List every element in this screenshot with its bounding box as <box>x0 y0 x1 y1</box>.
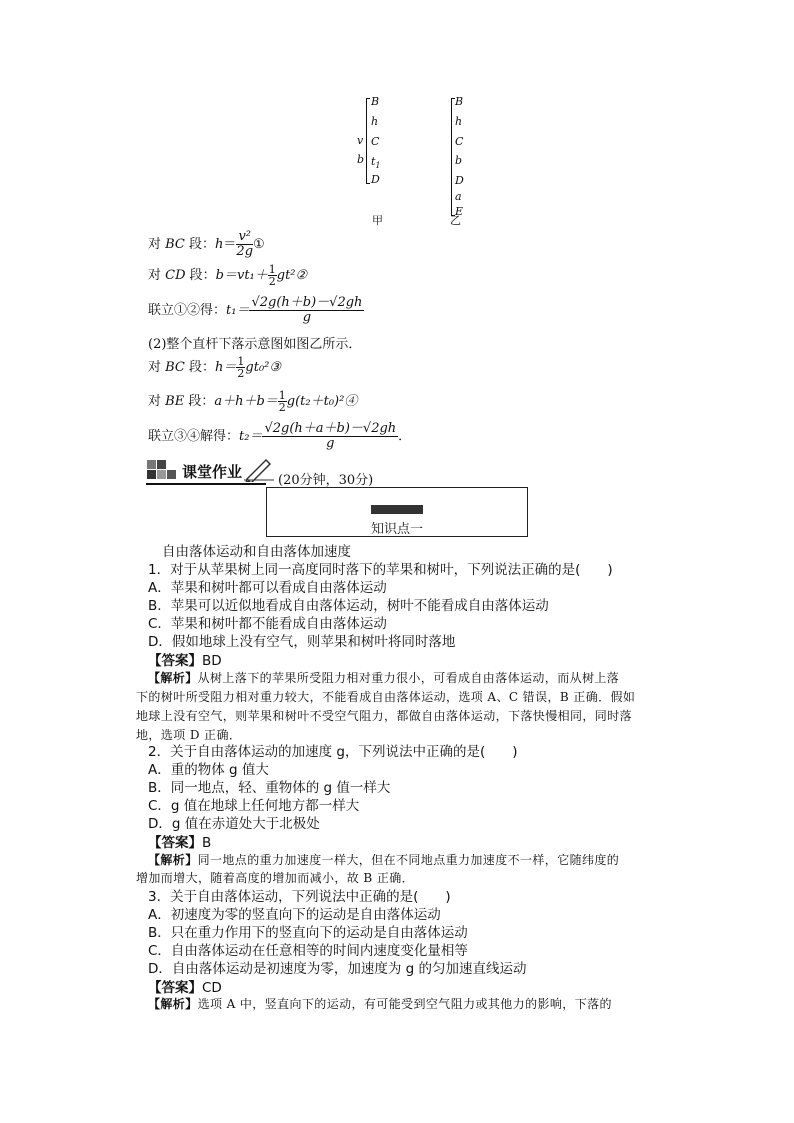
q3-option-b: B．只在重力作用下的竖直向下的运动是自由落体运动 <box>148 925 468 941</box>
knowledge-point-label: 知识点一 <box>370 522 423 537</box>
q1-analysis-line-1: 【解析】从树上落下的苹果所受阻力相对重力很小，可看成自由落体运动，而从树上落 <box>148 671 620 685</box>
derivation-line-5: 对 BC 段：h＝ $\frac{1}{2}$ gt₀²③ <box>148 355 282 380</box>
q2-option-c: C．g 值在地球上任何地方都一样大 <box>148 798 360 814</box>
q1-option-d: D．假如地球上没有空气，则苹果和树叶将同时落地 <box>148 634 456 650</box>
time-score: (20分钟，30分) <box>278 473 374 488</box>
q3-stem: 3．关于自由落体运动，下列说法中正确的是( ) <box>148 889 451 905</box>
q3-option-d: D．自由落体运动是初速度为零，加速度为 g 的匀加速直线运动 <box>148 961 527 977</box>
figure-jia-label-c: C <box>371 135 380 148</box>
figure-yi-label-b: B <box>455 95 464 108</box>
figure-yi-label-b-len: b <box>455 154 463 167</box>
derivation-line-1: 对 BC 段：h＝ $\frac{\text{v²}}{2g}$ ① <box>148 229 265 259</box>
knowledge-point-box <box>266 487 528 537</box>
figure-jia-label-v: v <box>357 134 364 147</box>
section-title: 课堂作业 <box>182 463 243 481</box>
fraction-t1: $\frac{√2g(h+b)-√2gh}{g}$ <box>251 295 363 325</box>
figure-yi-caption: 乙 <box>450 214 461 227</box>
figure-jia-label-d: D <box>371 173 380 186</box>
figure-jia-tick-bottom <box>366 183 370 184</box>
figure-yi-label-e: E <box>455 205 464 218</box>
figure-jia-label-b-len: b <box>357 153 365 166</box>
figure-yi-label-a: a <box>455 190 462 203</box>
derivation-line-3: 联立①②得：t₁＝ $\frac{√2g(h+b)-√2gh}{g}$ <box>148 295 363 325</box>
q1-option-c: C．苹果和树叶都不能看成自由落体运动 <box>148 616 387 632</box>
derivation-line-6: 对 BE 段：a＋h＋b＝ $\frac{1}{2}$ g(t₂＋t₀)²④ <box>148 389 358 414</box>
q3-option-c: C．自由落体运动在任意相等的时间内速度变化量相等 <box>148 943 468 959</box>
figure-jia-label-h: h <box>371 115 379 128</box>
fraction-v2-over-2g: $\frac{\text{v²}}{2g}$ <box>236 229 254 259</box>
q2-option-d: D．g 值在赤道处大于北极处 <box>148 816 320 832</box>
q1-option-a: A．苹果和树叶都可以看成自由落体运动 <box>148 580 387 596</box>
derivation-line-2: 对 CD 段：b＝vt₁＋ $\frac{1}{2}$ gt²② <box>148 263 308 288</box>
q2-analysis-line-1: 【解析】同一地点的重力加速度一样大，但在不同地点重力加速度不一样，它随纬度的 <box>148 853 620 867</box>
q1-answer: 【答案】BD <box>148 653 222 669</box>
figure-yi-label-c: C <box>455 135 464 148</box>
fraction-t2: $\frac{√2g(h+a+b)-√2gh}{g}$ <box>264 421 397 451</box>
derivation-line-7: 联立③④解得：t₂＝ $\frac{√2g(h+a+b)-√2gh}{g}$ ． <box>148 421 412 451</box>
q2-answer: 【答案】B <box>148 835 212 851</box>
figure-yi-label-h: h <box>455 115 463 128</box>
figure-jia-label-b: B <box>371 95 380 108</box>
knowledge-point-bar <box>371 505 423 514</box>
q3-option-a: A．初速度为零的竖直向下的运动是自由落体运动 <box>148 907 441 923</box>
q1-analysis-line-4: 地，选项 D 正确． <box>136 728 242 742</box>
figure-jia-rod <box>366 98 367 184</box>
q1-stem: 1．对于从苹果树上同一高度同时落下的苹果和树叶，下列说法正确的是( ) <box>148 562 613 578</box>
q3-analysis-line-1: 【解析】选项 A 中，竖直向下的运动，有可能受到空气阻力或其他力的影响，下落的 <box>148 997 612 1011</box>
q2-option-a: A．重的物体 g 值大 <box>148 762 269 778</box>
q3-answer: 【答案】CD <box>148 980 222 996</box>
figure-yi-label-d: D <box>455 174 464 187</box>
figure-jia-caption: 甲 <box>372 214 383 227</box>
q2-stem: 2．关于自由落体运动的加速度 g，下列说法中正确的是( ) <box>148 744 518 760</box>
pencil-icon <box>244 456 274 482</box>
topic-title: 自由落体运动和自由落体加速度 <box>162 544 351 560</box>
section-underline <box>146 483 266 485</box>
section-header-icon <box>146 458 180 482</box>
q1-analysis-line-2: 下的树叶所受阻力相对重力较大，不能看成自由落体运动，选项 A、C 错误，B 正确．假如 <box>136 690 636 704</box>
q1-analysis-line-3: 地球上没有空气，则苹果和树叶不受空气阻力，都做自由落体运动，下落快慢相同，同时落 <box>136 709 633 723</box>
q1-option-b: B．苹果可以近似地看成自由落体运动，树叶不能看成自由落体运动 <box>148 598 549 614</box>
derivation-line-4: (2)整个直杆下落示意图如图乙所示． <box>148 337 362 352</box>
figure-yi-rod <box>451 98 452 216</box>
figure-jia-label-t: $t_1$ <box>371 155 381 171</box>
figure-jia-tick-top <box>366 98 370 99</box>
q2-option-b: B．同一地点，轻、重物体的 g 值一样大 <box>148 780 391 796</box>
q2-analysis-line-2: 增加而增大，随着高度的增加而减小，故 B 正确． <box>136 871 415 885</box>
